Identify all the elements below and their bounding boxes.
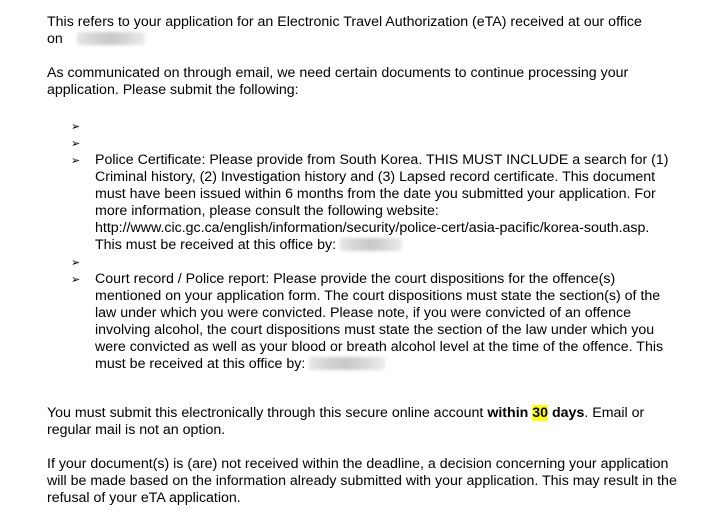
submission-days: days — [552, 405, 585, 421]
arrow-bullet-icon: ➢ — [71, 256, 81, 269]
intro-paragraph — [47, 14, 687, 48]
list-item — [71, 254, 687, 271]
submission-within: within — [487, 405, 529, 421]
submission-days-number: 30 — [532, 405, 549, 421]
police-certificate-text: Police Certificate: Please provide from South Korea. THIS MUST INCLUDE a search for (1) Criminal history, (2) Investigation history and (3) Lapsed record certificate. This document must have been issued within 6 months from the date you submitted your application. For more information, please consult the following website: http://www.cic.gc.ca/english/information/security/police-cert/asia-pacific/korea-south.asp. This must be received at this office by: — [95, 152, 669, 253]
submission-text-before: You must submit this electronically through this secure online account — [47, 405, 484, 421]
submission-paragraph — [47, 405, 687, 439]
court-record-text: Court record / Police report: Please provide the court dispositions for the offence(s) mentioned on your application form. The court dispositions must state the section(s) of the law under which you were convicted. Please note, if you were convicted of an offence involving alcohol, the court dispositions must state the section of the law under which you were convicted as well as your blood or breath alcohol level at the time of the offence. This must be received at this office by: — [95, 271, 664, 372]
list-item-police-certificate — [71, 152, 687, 254]
arrow-bullet-icon: ➢ — [71, 273, 81, 286]
submission-text-after: . Email or regular mail is not an option. — [47, 405, 645, 438]
list-item — [71, 135, 687, 152]
arrow-bullet-icon: ➢ — [71, 137, 81, 150]
document-list — [71, 118, 687, 373]
redacted-date — [309, 357, 385, 370]
redacted-date — [340, 238, 402, 251]
redacted-date — [77, 32, 145, 45]
request-paragraph: As communicated on through email, we need certain documents to continue processing your application. Please submit the following: — [47, 65, 629, 98]
intro-line-2-prefix: on — [47, 31, 63, 47]
list-item — [71, 118, 687, 135]
arrow-bullet-icon: ➢ — [71, 154, 81, 167]
deadline-paragraph: If your document(s) is (are) not received within the deadline, a decision concerning your application will be made based on the information already submitted with your application. This may result in the refusal of your eTA application. — [47, 456, 677, 506]
arrow-bullet-icon: ➢ — [71, 120, 81, 133]
list-item-text — [95, 152, 675, 254]
letter-body — [47, 14, 687, 507]
intro-line-1: This refers to your application for an Electronic Travel Authorization (eTA) received at our office — [47, 14, 642, 30]
list-item-text — [95, 271, 675, 373]
list-item-court-record — [71, 271, 687, 373]
